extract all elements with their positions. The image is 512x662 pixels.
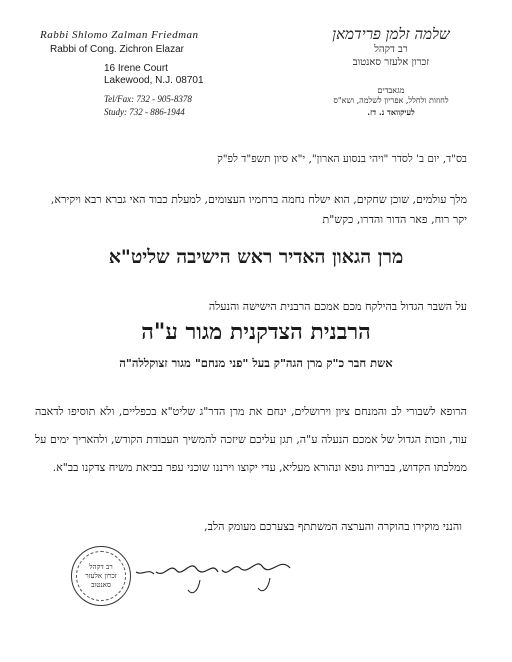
address-line-1: 16 Irene Court [104, 63, 168, 74]
telfax-line: Tel/Fax: 732 - 905-8378 [104, 94, 192, 104]
english-rabbi-title: Rabbi of Cong. Zichron Elazar [50, 44, 184, 55]
deceased-subtitle: אשת חבר כ"ק מרן הגה"ק בעל "פני מנחם" מגור זצוקללה"ה [119, 356, 393, 370]
loss-line: על השבר הגדול בהילקח מכם אמכם הרבנית הישישה והנעלה [208, 300, 467, 313]
handwritten-signature [130, 548, 300, 603]
opening-paragraph: מלך עולמים, שוכן שחקים, הוא ישלח נחמה ברחמיו העצומים, למעלת כבוד האי גברא רבא ויקירא, יקר רוח, פאר הדור והדרו, כקש"ת [50, 193, 467, 226]
hebrew-city-line: לעיקוואד נ. דז. [367, 107, 415, 117]
stamp-line-3: סאנטוב [91, 580, 111, 589]
signature-scribble [130, 548, 300, 603]
study-phone-line: Study: 732 - 886-1944 [104, 107, 185, 117]
english-rabbi-name: Rabbi Shlomo Zalman Friedman [40, 29, 199, 41]
hebrew-title-line: רב דקהל [374, 44, 408, 55]
date-line: בס"ד, יום ב' לסדר "ויהי בנסוע הארון", י"א סיון תשפ"ד לפ"ק [217, 153, 467, 165]
condolence-body: הרופא לשבורי לב והמנחם ציון וירושלים, ינחם את מרן הדר"ג שליט"א בכפליים, ולא תוסיפו לדאבה עוד, וזכות הגדול של אמכם הנעלה ע"ה, תגן עליכם שיזכה להמשיך העבודת הקודש, ולהאריך ימים על ממלכתו הקדוש, בבריות גופא ונהורא מעליא, עדי יקוצו וירננו שוכני עפר בביאת משיח צדקנו בב"א. [35, 405, 467, 474]
hebrew-congregation-line: זכרון אלעזר סאנטוב [352, 57, 430, 68]
closing-line: והנני מוקירו בהוקרה והערצה המשתתף בצערכם מעומק הלב, [204, 520, 462, 533]
hebrew-author-line: מגאבדים [377, 86, 405, 95]
stamp-line-1: רב דקהל [89, 562, 113, 571]
address-line-2: Lakewood, N.J. 08701 [104, 75, 204, 86]
rabbinic-stamp [71, 546, 131, 606]
stamp-line-2: זכרון אלעזר [85, 571, 117, 580]
addressee-title: מרן הגאון האדיר ראש הישיבה שליט"א [108, 246, 404, 268]
stamp-inner-ring [76, 551, 126, 601]
hebrew-rabbi-name: שלמה זלמן פרידמאן [332, 25, 450, 43]
deceased-title: הרבנית הצדקנית מגור ע"ה [141, 319, 371, 345]
hebrew-books-line: לחוזות ולחלל, אפריון לשלמה, ושא"ס [333, 96, 449, 105]
